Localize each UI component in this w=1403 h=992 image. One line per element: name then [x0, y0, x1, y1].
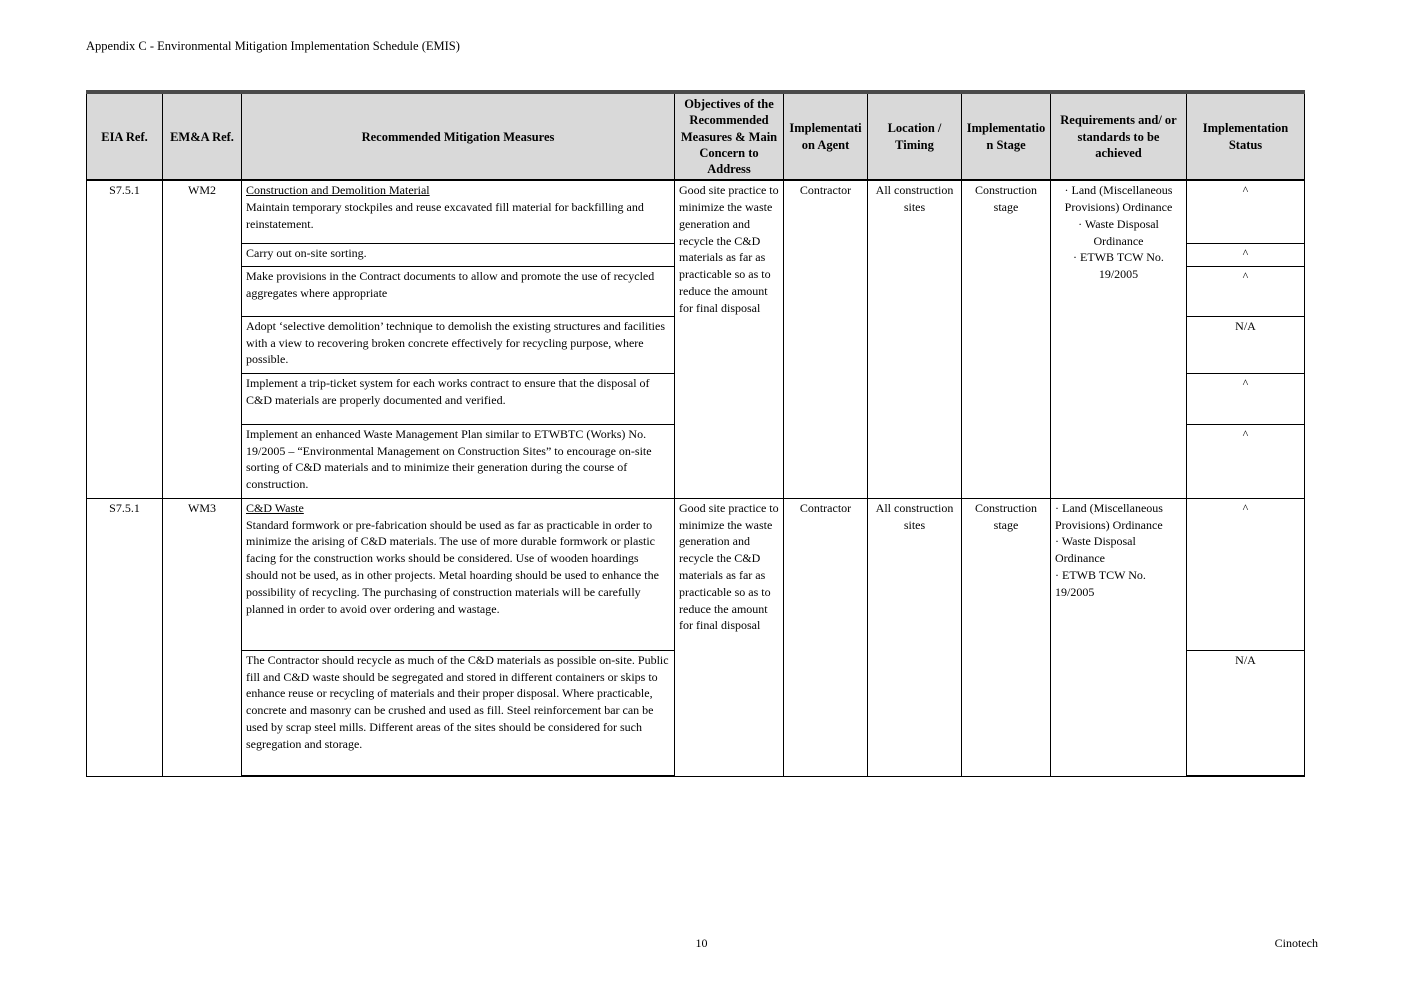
col-header-requirements: Requirements and/ or standards to be achieved	[1051, 92, 1187, 180]
measure-heading: Construction and Demolition Material	[246, 183, 430, 198]
measure-cell: The Contractor should recycle as much of the C&D materials as possible on-site. Public fill and C&D waste should be segregated and stored in different containers or skips to enhance reuse or recycling of materials and their proper disposal. Where practicable, concrete and masonry can be crushed and used as fill. Steel reinforcement bar can be used by scrap steel mills. Different areas of the sites should be considered for such segregation and storage.	[242, 650, 675, 776]
measure-text: Maintain temporary stockpiles and reuse excavated fill material for backfilling and reinstatement.	[246, 200, 644, 231]
requirements-cell	[1051, 180, 1187, 498]
status-cell: ^	[1187, 180, 1305, 243]
measure-cell: Make provisions in the Contract documents to allow and promote the use of recycled aggregates where appropriate	[242, 266, 675, 316]
agent-cell: Contractor	[784, 180, 868, 498]
col-header-eia-ref: EIA Ref.	[87, 92, 163, 180]
status-cell: N/A	[1187, 650, 1305, 776]
measure-text: Standard formwork or pre-fabrication should be used as far as practicable in order to minimize the arising of C&D materials. The use of more durable formwork or plastic facing for the construction works should be considered. Use of wooden hoardings should not be used, as in other projects. Metal hoarding should be used to enhance the possibility of recycling. The purchasing of construction materials will be carefully planned in order to avoid over ordering and wastage.	[246, 517, 659, 616]
col-header-agent: Implementation Agent	[784, 92, 868, 180]
objectives-cell: Good site practice to minimize the waste generation and recycle the C&D materials as far as practicable so as to reduce the amount for final disposal	[675, 498, 784, 776]
location-timing-cell: All construction sites	[868, 498, 962, 776]
measure-cell: Carry out on-site sorting.	[242, 243, 675, 266]
requirement-item: · Waste Disposal Ordinance	[1055, 534, 1136, 566]
objectives-cell: Good site practice to minimize the waste generation and recycle the C&D materials as far as practicable so as to reduce the amount for final disposal	[675, 180, 784, 498]
table-row	[87, 180, 1305, 243]
ema-ref-cell: WM2	[163, 180, 242, 498]
col-header-stage: Implementation Stage	[962, 92, 1051, 180]
col-header-measures: Recommended Mitigation Measures	[242, 92, 675, 180]
location-timing-cell: All construction sites	[868, 180, 962, 498]
status-cell: ^	[1187, 266, 1305, 316]
table-row	[87, 498, 1305, 650]
requirement-item: · ETWB TCW No. 19/2005	[1073, 250, 1164, 282]
footer-company: Cinotech	[1274, 936, 1318, 950]
measure-cell: Implement an enhanced Waste Management Plan similar to ETWBTC (Works) No. 19/2005 – “Environmental Management on Construction Sites” to encourage on-site sorting of C&D materials and to minimize their generation during the course of construction.	[242, 424, 675, 498]
col-header-status: Implementation Status	[1187, 92, 1305, 180]
status-cell: ^	[1187, 373, 1305, 424]
requirement-item: · Land (Miscellaneous Provisions) Ordinance	[1055, 500, 1163, 532]
requirements-cell	[1051, 498, 1187, 776]
page-number: 10	[695, 936, 708, 950]
measure-cell: Implement a trip-ticket system for each works contract to ensure that the disposal of C&D materials are properly documented and verified.	[242, 373, 675, 424]
measure-cell	[242, 498, 675, 650]
measure-cell: Adopt ‘selective demolition’ technique to demolish the existing structures and facilities with a view to recovering broken concrete effectively for recycling purpose, where possible.	[242, 316, 675, 373]
ema-ref-cell: WM3	[163, 498, 242, 776]
appendix-title: Appendix C - Environmental Mitigation Implementation Schedule (EMIS)	[86, 39, 460, 53]
stage-cell: Construction stage	[962, 498, 1051, 776]
requirement-item: · Waste Disposal Ordinance	[1078, 216, 1159, 248]
emis-table	[86, 90, 1305, 777]
eia-ref-cell: S7.5.1	[87, 498, 163, 776]
table-header-row	[87, 92, 1305, 180]
measure-cell	[242, 180, 675, 243]
col-header-ema-ref: EM&A Ref.	[163, 92, 242, 180]
status-cell: ^	[1187, 498, 1305, 650]
requirement-item: · ETWB TCW No. 19/2005	[1055, 567, 1146, 599]
eia-ref-cell: S7.5.1	[87, 180, 163, 498]
requirement-item: · Land (Miscellaneous Provisions) Ordinance	[1064, 183, 1173, 215]
stage-cell: Construction stage	[962, 180, 1051, 498]
status-cell: ^	[1187, 424, 1305, 498]
status-cell: N/A	[1187, 316, 1305, 373]
col-header-location-timing: Location / Timing	[868, 92, 962, 180]
measure-heading: C&D Waste	[246, 500, 304, 515]
status-cell: ^	[1187, 243, 1305, 266]
col-header-objectives: Objectives of the Recommended Measures & Main Concern to Address	[675, 92, 784, 180]
agent-cell: Contractor	[784, 498, 868, 776]
